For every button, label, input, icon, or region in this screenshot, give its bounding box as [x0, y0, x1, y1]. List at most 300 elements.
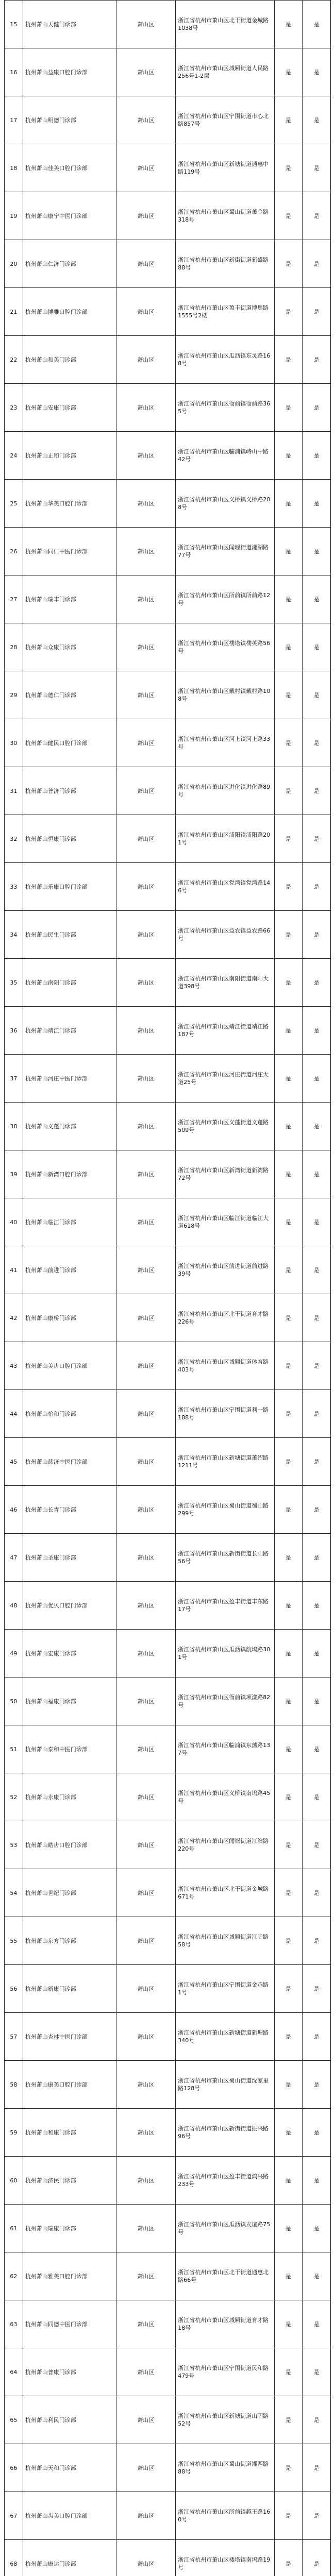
serial-number-cell: 45: [5, 1438, 23, 1486]
status-cell-2: 是: [303, 623, 331, 671]
district-cell: 萧山区: [116, 1198, 176, 1246]
status-cell-2: 是: [303, 863, 331, 911]
address-cell: 浙江省杭州市萧山区浦阳镇浦阳路201号: [176, 815, 274, 863]
institution-name-cell: 杭州萧山新湾口腔门诊部: [23, 1150, 116, 1198]
serial-number-cell: 44: [5, 1390, 23, 1438]
status-cell-2: 是: [303, 480, 331, 528]
status-cell-2: 是: [303, 1, 331, 48]
institution-name-cell: 杭州萧山瑞康门诊部: [23, 2205, 116, 2252]
institution-name-cell: 杭州萧山博雅口腔门诊部: [23, 288, 116, 336]
status-cell-1: 是: [274, 1103, 303, 1150]
table-row: [5, 2348, 331, 2396]
serial-number-cell: 17: [5, 96, 23, 144]
serial-number-cell: 23: [5, 384, 23, 432]
serial-number-cell: 37: [5, 1055, 23, 1103]
status-cell-1: 是: [274, 671, 303, 719]
serial-number-cell: 28: [5, 623, 23, 671]
status-cell-1: 是: [274, 1821, 303, 1869]
institution-name-cell: 杭州萧山华美口腔门诊部: [23, 480, 116, 528]
district-cell: 萧山区: [116, 1917, 176, 1965]
institution-name-cell: 杭州萧山宏康门诊部: [23, 1630, 116, 1677]
status-cell-1: 是: [274, 1630, 303, 1677]
status-cell-2: 是: [303, 1773, 331, 1821]
table-row: [5, 623, 331, 671]
institution-name-cell: 杭州萧山正和门诊部: [23, 432, 116, 480]
district-cell: 萧山区: [116, 1055, 176, 1103]
status-cell-2: 是: [303, 432, 331, 480]
status-cell-1: 是: [274, 1486, 303, 1534]
status-cell-1: 是: [274, 1582, 303, 1630]
serial-number-cell: 53: [5, 1821, 23, 1869]
institution-name-cell: 杭州萧山康美口腔门诊部: [23, 2061, 116, 2109]
status-cell-2: 是: [303, 144, 331, 192]
address-cell: 浙江省杭州市萧山区新塘街道山阴路52号: [176, 2396, 274, 2444]
table-row: [5, 2444, 331, 2492]
district-cell: 萧山区: [116, 1582, 176, 1630]
status-cell-2: 是: [303, 1438, 331, 1486]
institution-name-cell: 杭州萧山利民门诊部: [23, 2396, 116, 2444]
institution-name-cell: 杭州萧山靖江门诊部: [23, 1007, 116, 1055]
address-cell: 浙江省杭州市萧山区新湾街道新湾路72号: [176, 1150, 274, 1198]
address-cell: 浙江省杭州市萧山区楼塔镇楼英路56号: [176, 623, 274, 671]
status-cell-1: 是: [274, 48, 303, 96]
serial-number-cell: 41: [5, 1246, 23, 1294]
status-cell-1: 是: [274, 1390, 303, 1438]
district-cell: 萧山区: [116, 1630, 176, 1677]
address-cell: 浙江省杭州市萧山区前进街道前进路39号: [176, 1246, 274, 1294]
institution-name-cell: 杭州萧山和康门诊部: [23, 2109, 116, 2157]
serial-number-cell: 27: [5, 575, 23, 623]
table-row: [5, 2061, 331, 2109]
serial-number-cell: 18: [5, 144, 23, 192]
institution-name-cell: 杭州萧山民生门诊部: [23, 911, 116, 959]
table-row: [5, 1869, 331, 1917]
status-cell-1: 是: [274, 2396, 303, 2444]
status-cell-1: 是: [274, 288, 303, 336]
table-row: [5, 1917, 331, 1965]
table-row: [5, 1390, 331, 1438]
status-cell-2: 是: [303, 2540, 331, 2576]
table-row: [5, 2205, 331, 2252]
serial-number-cell: 16: [5, 48, 23, 96]
status-cell-2: 是: [303, 1630, 331, 1677]
table-row: [5, 1007, 331, 1055]
status-cell-1: 是: [274, 2444, 303, 2492]
table-row: [5, 384, 331, 432]
status-cell-2: 是: [303, 1534, 331, 1582]
status-cell-1: 是: [274, 1965, 303, 2013]
table-row: [5, 480, 331, 528]
institution-name-cell: 杭州萧山康桥门诊部: [23, 1294, 116, 1342]
status-cell-1: 是: [274, 1342, 303, 1390]
serial-number-cell: 22: [5, 336, 23, 384]
district-cell: 萧山区: [116, 1246, 176, 1294]
institution-name-cell: 杭州萧山福康门诊部: [23, 1677, 116, 1725]
district-cell: 萧山区: [116, 815, 176, 863]
institution-name-cell: 杭州萧山乐康口腔门诊部: [23, 863, 116, 911]
status-cell-1: 是: [274, 1773, 303, 1821]
district-cell: 萧山区: [116, 1150, 176, 1198]
table-row: [5, 1198, 331, 1246]
address-cell: 浙江省杭州市萧山区新街街道新盛路88号: [176, 240, 274, 288]
status-cell-2: 是: [303, 2348, 331, 2396]
district-cell: 萧山区: [116, 2205, 176, 2252]
serial-number-cell: 62: [5, 2252, 23, 2300]
serial-number-cell: 31: [5, 767, 23, 815]
institution-name-cell: 杭州萧山安康门诊部: [23, 384, 116, 432]
table-row: [5, 863, 331, 911]
status-cell-2: 是: [303, 1869, 331, 1917]
status-cell-1: 是: [274, 767, 303, 815]
address-cell: 浙江省杭州市萧山区闻堰街道江滨路220号: [176, 1821, 274, 1869]
status-cell-1: 是: [274, 2492, 303, 2540]
address-cell: 浙江省杭州市萧山区蜀山街道湘西路88号: [176, 2444, 274, 2492]
address-cell: 浙江省杭州市萧山区新街街道振兴路96号: [176, 2109, 274, 2157]
status-cell-2: 是: [303, 96, 331, 144]
table-row: [5, 1773, 331, 1821]
status-cell-1: 是: [274, 1198, 303, 1246]
institution-name-cell: 杭州萧山美齿口腔门诊部: [23, 1342, 116, 1390]
institution-name-cell: 杭州萧山瑞丰门诊部: [23, 575, 116, 623]
address-cell: 浙江省杭州市萧山区宁围街道利一路188号: [176, 1390, 274, 1438]
district-cell: 萧山区: [116, 1725, 176, 1773]
table-row: [5, 192, 331, 240]
institution-name-cell: 杭州萧山义蓬门诊部: [23, 1103, 116, 1150]
address-cell: 浙江省杭州市萧山区义蓬街道义蓬路509号: [176, 1103, 274, 1150]
status-cell-2: 是: [303, 2061, 331, 2109]
status-cell-2: 是: [303, 1342, 331, 1390]
table-row: [5, 1246, 331, 1294]
status-cell-2: 是: [303, 528, 331, 575]
table-row: [5, 528, 331, 575]
table-row: [5, 2396, 331, 2444]
address-cell: 浙江省杭州市萧山区临浦镇东藩路137号: [176, 1725, 274, 1773]
serial-number-cell: 24: [5, 432, 23, 480]
district-cell: 萧山区: [116, 1486, 176, 1534]
status-cell-2: 是: [303, 959, 331, 1007]
status-cell-1: 是: [274, 911, 303, 959]
serial-number-cell: 67: [5, 2492, 23, 2540]
district-cell: 萧山区: [116, 2540, 176, 2576]
district-cell: 萧山区: [116, 2348, 176, 2396]
status-cell-1: 是: [274, 1869, 303, 1917]
address-cell: 浙江省杭州市萧山区南阳街道南阳大道398号: [176, 959, 274, 1007]
district-cell: 萧山区: [116, 2252, 176, 2300]
table-row: [5, 1294, 331, 1342]
address-cell: 浙江省杭州市萧山区河庄街道河庄大道25号: [176, 1055, 274, 1103]
table-row: [5, 2013, 331, 2061]
status-cell-2: 是: [303, 2205, 331, 2252]
district-cell: 萧山区: [116, 2300, 176, 2348]
district-cell: 萧山区: [116, 1007, 176, 1055]
address-cell: 浙江省杭州市萧山区瓜沥镇友谊路75号: [176, 2205, 274, 2252]
table-row: [5, 1965, 331, 2013]
institution-name-cell: 杭州萧山仁济门诊部: [23, 240, 116, 288]
serial-number-cell: 47: [5, 1534, 23, 1582]
serial-number-cell: 56: [5, 1965, 23, 2013]
status-cell-2: 是: [303, 815, 331, 863]
status-cell-1: 是: [274, 2300, 303, 2348]
institution-name-cell: 杭州萧山优贝口腔门诊部: [23, 1582, 116, 1630]
address-cell: 浙江省杭州市萧山区盈丰街道博奥路1555号2楼: [176, 288, 274, 336]
institution-name-cell: 杭州萧山南阳门诊部: [23, 959, 116, 1007]
table-row: [5, 911, 331, 959]
district-cell: 萧山区: [116, 2396, 176, 2444]
table-row: [5, 1150, 331, 1198]
serial-number-cell: 33: [5, 863, 23, 911]
status-cell-1: 是: [274, 1150, 303, 1198]
district-cell: 萧山区: [116, 1103, 176, 1150]
address-cell: 浙江省杭州市萧山区盈丰街道丰东路17号: [176, 1582, 274, 1630]
address-cell: 浙江省杭州市萧山区靖江街道靖江路187号: [176, 1007, 274, 1055]
institution-name-cell: 杭州萧山长青门诊部: [23, 1486, 116, 1534]
status-cell-2: 是: [303, 719, 331, 767]
address-cell: 浙江省杭州市萧山区蜀山街道萧金路318号: [176, 192, 274, 240]
table-row: [5, 144, 331, 192]
district-cell: 萧山区: [116, 623, 176, 671]
serial-number-cell: 60: [5, 2157, 23, 2205]
district-cell: 萧山区: [116, 48, 176, 96]
district-cell: 萧山区: [116, 1773, 176, 1821]
district-cell: 萧山区: [116, 719, 176, 767]
address-cell: 浙江省杭州市萧山区临江街道临江大道618号: [176, 1198, 274, 1246]
status-cell-2: 是: [303, 1582, 331, 1630]
status-cell-2: 是: [303, 1103, 331, 1150]
table-row: [5, 240, 331, 288]
status-cell-2: 是: [303, 767, 331, 815]
table-row: [5, 48, 331, 96]
status-cell-2: 是: [303, 1198, 331, 1246]
institution-name-cell: 杭州萧山普济门诊部: [23, 767, 116, 815]
document-sheet: [4, 0, 331, 2576]
status-cell-2: 是: [303, 1007, 331, 1055]
table-row: [5, 1821, 331, 1869]
table-row: [5, 767, 331, 815]
status-cell-2: 是: [303, 384, 331, 432]
serial-number-cell: 64: [5, 2348, 23, 2396]
table-body: [5, 1, 331, 2576]
serial-number-cell: 19: [5, 192, 23, 240]
district-cell: 萧山区: [116, 1534, 176, 1582]
table-row: [5, 2540, 331, 2576]
institution-name-cell: 杭州萧山益康口腔门诊部: [23, 48, 116, 96]
table-row: [5, 1438, 331, 1486]
table-row: [5, 1055, 331, 1103]
status-cell-1: 是: [274, 2348, 303, 2396]
status-cell-1: 是: [274, 2013, 303, 2061]
status-cell-1: 是: [274, 623, 303, 671]
status-cell-1: 是: [274, 1055, 303, 1103]
institution-name-cell: 杭州萧山泰和中医门诊部: [23, 1725, 116, 1773]
serial-number-cell: 25: [5, 480, 23, 528]
address-cell: 浙江省杭州市萧山区北干街道育才路226号: [176, 1294, 274, 1342]
status-cell-2: 是: [303, 1486, 331, 1534]
address-cell: 浙江省杭州市萧山区闻堰街道湘湖路77号: [176, 528, 274, 575]
serial-number-cell: 52: [5, 1773, 23, 1821]
district-cell: 萧山区: [116, 1342, 176, 1390]
address-cell: 浙江省杭州市萧山区城厢街道人民路256号1-2层: [176, 48, 274, 96]
serial-number-cell: 32: [5, 815, 23, 863]
status-cell-1: 是: [274, 2205, 303, 2252]
status-cell-2: 是: [303, 1390, 331, 1438]
address-cell: 浙江省杭州市萧山区城厢街道育才路18号: [176, 2300, 274, 2348]
status-cell-1: 是: [274, 192, 303, 240]
address-cell: 浙江省杭州市萧山区义桥镇南坞路45号: [176, 1773, 274, 1821]
address-cell: 浙江省杭州市萧山区衙前镇项漾路82号: [176, 1677, 274, 1725]
address-cell: 浙江省杭州市萧山区党湾镇党湾路146号: [176, 863, 274, 911]
table-row: [5, 1342, 331, 1390]
serial-number-cell: 58: [5, 2061, 23, 2109]
address-cell: 浙江省杭州市萧山区临浦镇峙山中路42号: [176, 432, 274, 480]
table-row: [5, 288, 331, 336]
institution-name-cell: 杭州萧山临江门诊部: [23, 1198, 116, 1246]
district-cell: 萧山区: [116, 863, 176, 911]
serial-number-cell: 39: [5, 1150, 23, 1198]
serial-number-cell: 54: [5, 1869, 23, 1917]
district-cell: 萧山区: [116, 384, 176, 432]
institution-name-cell: 杭州萧山河庄中医门诊部: [23, 1055, 116, 1103]
table-row: [5, 2109, 331, 2157]
table-row: [5, 1534, 331, 1582]
address-cell: 浙江省杭州市萧山区所前镇所前路12号: [176, 575, 274, 623]
serial-number-cell: 38: [5, 1103, 23, 1150]
serial-number-cell: 26: [5, 528, 23, 575]
table-row: [5, 2252, 331, 2300]
status-cell-1: 是: [274, 1725, 303, 1773]
district-cell: 萧山区: [116, 1390, 176, 1438]
status-cell-1: 是: [274, 815, 303, 863]
institution-name-cell: 杭州萧山圣康门诊部: [23, 1534, 116, 1582]
status-cell-1: 是: [274, 2061, 303, 2109]
status-cell-2: 是: [303, 2157, 331, 2205]
status-cell-2: 是: [303, 2013, 331, 2061]
status-cell-1: 是: [274, 1, 303, 48]
table-row: [5, 2300, 331, 2348]
status-cell-2: 是: [303, 1965, 331, 2013]
district-cell: 萧山区: [116, 288, 176, 336]
status-cell-2: 是: [303, 1917, 331, 1965]
table-row: [5, 1582, 331, 1630]
status-cell-2: 是: [303, 1821, 331, 1869]
status-cell-2: 是: [303, 911, 331, 959]
district-cell: 萧山区: [116, 911, 176, 959]
serial-number-cell: 29: [5, 671, 23, 719]
status-cell-1: 是: [274, 2540, 303, 2576]
address-cell: 浙江省杭州市萧山区蜀山街道蜀山路299号: [176, 1486, 274, 1534]
status-cell-1: 是: [274, 1677, 303, 1725]
district-cell: 萧山区: [116, 1294, 176, 1342]
address-cell: 浙江省杭州市萧山区所前镇越王路160号: [176, 2492, 274, 2540]
address-cell: 浙江省杭州市萧山区北干街道通惠北路66号: [176, 2252, 274, 2300]
status-cell-2: 是: [303, 2396, 331, 2444]
table-row: [5, 1, 331, 48]
institution-name-cell: 杭州萧山明德门诊部: [23, 96, 116, 144]
status-cell-1: 是: [274, 2109, 303, 2157]
institution-name-cell: 杭州萧山东方门诊部: [23, 1917, 116, 1965]
institution-name-cell: 杭州萧山世纪门诊部: [23, 1869, 116, 1917]
district-cell: 萧山区: [116, 575, 176, 623]
table-row: [5, 1486, 331, 1534]
district-cell: 萧山区: [116, 1821, 176, 1869]
address-cell: 浙江省杭州市萧山区新塘街道萧绍路1211号: [176, 1438, 274, 1486]
address-cell: 浙江省杭州市萧山区衙前镇衙前路365号: [176, 384, 274, 432]
table-row: [5, 432, 331, 480]
serial-number-cell: 34: [5, 911, 23, 959]
status-cell-2: 是: [303, 1677, 331, 1725]
table-row: [5, 719, 331, 767]
address-cell: 浙江省杭州市萧山区宁围街道民和路479号: [176, 2348, 274, 2396]
address-cell: 浙江省杭州市萧山区宁围街道市心北路857号: [176, 96, 274, 144]
status-cell-1: 是: [274, 144, 303, 192]
serial-number-cell: 42: [5, 1294, 23, 1342]
status-cell-2: 是: [303, 1725, 331, 1773]
address-cell: 浙江省杭州市萧山区宁围街道金鸡路1号: [176, 1965, 274, 2013]
status-cell-2: 是: [303, 2492, 331, 2540]
district-cell: 萧山区: [116, 2061, 176, 2109]
institution-name-cell: 杭州萧山杏林中医门诊部: [23, 2013, 116, 2061]
address-cell: 浙江省杭州市萧山区城厢街道江寺路58号: [176, 1917, 274, 1965]
status-cell-1: 是: [274, 863, 303, 911]
district-cell: 萧山区: [116, 767, 176, 815]
serial-number-cell: 43: [5, 1342, 23, 1390]
status-cell-2: 是: [303, 1055, 331, 1103]
institution-name-cell: 杭州萧山雅美口腔门诊部: [23, 2252, 116, 2300]
status-cell-2: 是: [303, 2109, 331, 2157]
status-cell-1: 是: [274, 1294, 303, 1342]
status-cell-2: 是: [303, 1150, 331, 1198]
status-cell-2: 是: [303, 671, 331, 719]
table-row: [5, 815, 331, 863]
status-cell-2: 是: [303, 1294, 331, 1342]
institution-name-cell: 杭州萧山和美门诊部: [23, 336, 116, 384]
status-cell-1: 是: [274, 719, 303, 767]
status-cell-1: 是: [274, 384, 303, 432]
address-cell: 浙江省杭州市萧山区瓜沥镇航坞路301号: [176, 1630, 274, 1677]
district-cell: 萧山区: [116, 1, 176, 48]
table-row: [5, 2492, 331, 2540]
status-cell-1: 是: [274, 575, 303, 623]
status-cell-1: 是: [274, 432, 303, 480]
serial-number-cell: 66: [5, 2444, 23, 2492]
address-cell: 浙江省杭州市萧山区城厢街道体育路403号: [176, 1342, 274, 1390]
status-cell-1: 是: [274, 240, 303, 288]
district-cell: 萧山区: [116, 2444, 176, 2492]
table-row: [5, 1103, 331, 1150]
table-row: [5, 575, 331, 623]
table-row: [5, 671, 331, 719]
institution-name-cell: 杭州萧山康宁中医门诊部: [23, 192, 116, 240]
serial-number-cell: 48: [5, 1582, 23, 1630]
status-cell-1: 是: [274, 1246, 303, 1294]
institution-name-cell: 杭州萧山济民门诊部: [23, 2157, 116, 2205]
institution-name-cell: 杭州萧山健民口腔门诊部: [23, 719, 116, 767]
status-cell-2: 是: [303, 192, 331, 240]
table-row: [5, 1725, 331, 1773]
district-cell: 萧山区: [116, 671, 176, 719]
status-cell-1: 是: [274, 96, 303, 144]
institution-name-cell: 杭州萧山天健门诊部: [23, 1, 116, 48]
table-row: [5, 959, 331, 1007]
table-row: [5, 2157, 331, 2205]
serial-number-cell: 21: [5, 288, 23, 336]
status-cell-2: 是: [303, 288, 331, 336]
serial-number-cell: 63: [5, 2300, 23, 2348]
status-cell-2: 是: [303, 336, 331, 384]
institution-name-cell: 杭州萧山众康门诊部: [23, 623, 116, 671]
serial-number-cell: 46: [5, 1486, 23, 1534]
address-cell: 浙江省杭州市萧山区义桥镇义桥路208号: [176, 480, 274, 528]
serial-number-cell: 55: [5, 1917, 23, 1965]
